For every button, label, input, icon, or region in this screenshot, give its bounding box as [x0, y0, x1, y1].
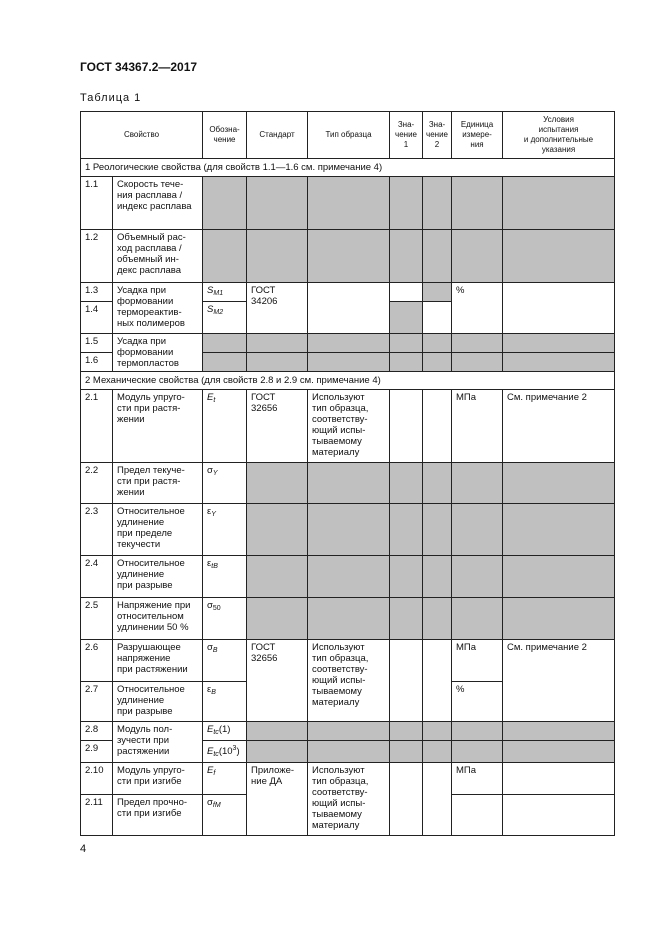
table-row [81, 334, 615, 353]
symbol-subscript: B [212, 647, 218, 654]
shaded-cell [423, 556, 452, 598]
symbol-subscript: f [213, 770, 216, 777]
symbol-main: ε [207, 558, 212, 569]
value-1-cell [390, 390, 423, 463]
symbol-tail: (10 [218, 746, 233, 757]
symbol-subscript: tB [211, 563, 218, 570]
symbol-subscript: tc [213, 751, 219, 758]
shaded-cell [423, 353, 452, 372]
shaded-cell [308, 598, 390, 640]
symbol-cell [203, 283, 247, 302]
shaded-cell [247, 504, 308, 556]
row-number: 2.9 [81, 741, 113, 763]
property-cell: Относительное удлинение при пределе текучести [113, 504, 203, 556]
table-row [81, 283, 615, 302]
symbol-cell [203, 390, 247, 463]
symbol-main: ε [207, 684, 212, 695]
value-1-cell [390, 763, 423, 836]
shaded-cell [247, 230, 308, 283]
shaded-cell [452, 722, 503, 741]
standard-cell: ГОСТ 32656 [247, 640, 308, 722]
shaded-cell [390, 722, 423, 741]
shaded-cell [423, 722, 452, 741]
conditions-cell: См. примечание 2 [503, 640, 615, 722]
property-cell: Объемный рас- ход расплава / объемный ин- декс расплава [113, 230, 203, 283]
shaded-cell [390, 463, 423, 504]
unit-cell: % [452, 283, 503, 334]
row-number: 2.7 [81, 682, 113, 722]
shaded-cell [390, 177, 423, 230]
specimen-type-cell [308, 283, 390, 334]
conditions-cell [503, 795, 615, 836]
row-number: 1.2 [81, 230, 113, 283]
value-1-cell [390, 283, 423, 302]
shaded-cell [452, 177, 503, 230]
conditions-cell: См. примечание 2 [503, 390, 615, 463]
row-number: 2.6 [81, 640, 113, 682]
symbol-main: E [207, 392, 214, 403]
symbol-main: ε [207, 506, 212, 517]
symbol-subscript: 50 [212, 605, 221, 612]
shaded-cell [247, 463, 308, 504]
shaded-cell [452, 353, 503, 372]
row-number: 2.4 [81, 556, 113, 598]
col-header-conditions: Условия испытания и дополнительные указания [503, 112, 615, 159]
row-number: 2.5 [81, 598, 113, 640]
col-header-value-1: Зна- чение 1 [390, 112, 423, 159]
shaded-cell [452, 741, 503, 763]
unit-cell: % [452, 682, 503, 722]
conditions-cell [503, 283, 615, 334]
property-cell: Относительное удлинение при разрыве [113, 682, 203, 722]
row-number: 1.6 [81, 353, 113, 372]
standard-cell: ГОСТ 32656 [247, 390, 308, 463]
symbol-cell [203, 682, 247, 722]
shaded-cell [203, 334, 247, 353]
row-number: 2.11 [81, 795, 113, 836]
symbol-subscript: Y [211, 511, 216, 518]
section-row [81, 372, 615, 390]
value-2-cell [423, 302, 452, 334]
document-header: ГОСТ 34367.2—2017 [80, 60, 198, 74]
symbol-tail: ) [236, 746, 240, 757]
shaded-cell [503, 504, 615, 556]
table-row [81, 556, 615, 598]
row-number: 2.1 [81, 390, 113, 463]
shaded-cell [423, 463, 452, 504]
table-row [81, 640, 615, 682]
symbol-main: σ [207, 600, 213, 611]
value-2-cell [423, 763, 452, 836]
unit-cell: МПа [452, 640, 503, 682]
shaded-cell [247, 353, 308, 372]
value-1-cell [390, 640, 423, 722]
table-caption: Таблица 1 [80, 92, 142, 104]
shaded-cell [247, 334, 308, 353]
symbol-subscript: Y [212, 470, 218, 477]
row-number: 1.4 [81, 302, 113, 334]
shaded-cell [308, 230, 390, 283]
shaded-cell [308, 177, 390, 230]
specimen-type-cell: Используют тип образца, соответству- ющий испы- тываемому материалу [308, 640, 390, 722]
shaded-cell [503, 353, 615, 372]
shaded-cell [390, 230, 423, 283]
section-title: 2 Механические свойства (для свойств 2.8 и 2.9 см. примечание 4) [81, 372, 615, 390]
symbol-cell [203, 722, 247, 741]
symbol-cell [203, 302, 247, 334]
symbol-subscript: fM [212, 802, 221, 809]
shaded-cell [308, 334, 390, 353]
table-row [81, 598, 615, 640]
symbol-tail: (1) [218, 724, 231, 735]
properties-table [80, 111, 615, 836]
section-title: 1 Реологические свойства (для свойств 1.1—1.6 см. примечание 4) [81, 159, 615, 177]
symbol-main: S [207, 304, 214, 315]
shaded-cell [452, 556, 503, 598]
symbol-main: E [207, 765, 214, 776]
row-number: 2.3 [81, 504, 113, 556]
shaded-cell [390, 353, 423, 372]
shaded-cell [247, 598, 308, 640]
value-2-cell [423, 390, 452, 463]
shaded-cell [503, 463, 615, 504]
shaded-cell [503, 334, 615, 353]
property-cell: Модуль пол- зучести при растяжении [113, 722, 203, 763]
shaded-cell [503, 598, 615, 640]
symbol-main: E [207, 746, 214, 757]
table-header-row [81, 112, 615, 159]
shaded-cell [503, 741, 615, 763]
shaded-cell [423, 230, 452, 283]
symbol-main: σ [207, 465, 213, 476]
col-header-specimen-type: Тип образца [308, 112, 390, 159]
table-row [81, 230, 615, 283]
shaded-cell [503, 230, 615, 283]
table-row [81, 390, 615, 463]
shaded-cell [308, 463, 390, 504]
property-cell: Модуль упруго- сти при изгибе [113, 763, 203, 795]
shaded-cell [503, 722, 615, 741]
shaded-cell [503, 556, 615, 598]
shaded-cell [247, 741, 308, 763]
table-row [81, 722, 615, 741]
row-number: 2.10 [81, 763, 113, 795]
shaded-cell [503, 177, 615, 230]
unit-cell: МПа [452, 390, 503, 463]
shaded-cell [308, 504, 390, 556]
symbol-cell [203, 556, 247, 598]
shaded-cell [423, 504, 452, 556]
shaded-cell [390, 556, 423, 598]
shaded-cell [452, 598, 503, 640]
symbol-subscript: B [211, 689, 216, 696]
specimen-type-cell: Используют тип образца, соответству- ющий испы- тываемому материалу [308, 390, 390, 463]
symbol-cell [203, 741, 247, 763]
symbol-main: E [207, 724, 214, 735]
section-row [81, 159, 615, 177]
shaded-cell [423, 283, 452, 302]
unit-cell [452, 795, 503, 836]
symbol-subscript: tc [213, 729, 219, 736]
shaded-cell [247, 722, 308, 741]
value-2-cell [423, 640, 452, 722]
shaded-cell [423, 177, 452, 230]
specimen-type-cell: Используют тип образца, соответству- ющий испы- тываемому материалу [308, 763, 390, 836]
col-header-property: Свойство [81, 112, 203, 159]
shaded-cell [390, 741, 423, 763]
shaded-cell [423, 598, 452, 640]
symbol-cell [203, 640, 247, 682]
shaded-cell [390, 302, 423, 334]
property-cell: Разрушающее напряжение при растяжении [113, 640, 203, 682]
shaded-cell [247, 177, 308, 230]
table-row [81, 177, 615, 230]
symbol-cell [203, 463, 247, 504]
symbol-main: σ [207, 797, 213, 808]
table-row [81, 463, 615, 504]
property-cell: Усадка при формовании термопластов [113, 334, 203, 372]
conditions-cell [503, 763, 615, 795]
shaded-cell [423, 741, 452, 763]
row-number: 1.5 [81, 334, 113, 353]
table-row [81, 504, 615, 556]
shaded-cell [203, 353, 247, 372]
row-number: 1.1 [81, 177, 113, 230]
standard-cell: ГОСТ 34206 [247, 283, 308, 334]
property-cell: Модуль упруго- сти при растя- жении [113, 390, 203, 463]
property-cell: Относительное удлинение при разрыве [113, 556, 203, 598]
property-cell: Скорость тече- ния расплава / индекс расплава [113, 177, 203, 230]
col-header-unit: Единица измере- ния [452, 112, 503, 159]
shaded-cell [452, 463, 503, 504]
symbol-cell [203, 795, 247, 836]
shaded-cell [452, 230, 503, 283]
shaded-cell [452, 504, 503, 556]
property-cell: Предел текуче- сти при растя- жении [113, 463, 203, 504]
symbol-cell [203, 504, 247, 556]
row-number: 2.8 [81, 722, 113, 741]
col-header-symbol: Обозна- чение [203, 112, 247, 159]
shaded-cell [423, 334, 452, 353]
symbol-superscript: 3 [232, 745, 237, 752]
shaded-cell [203, 177, 247, 230]
shaded-cell [203, 230, 247, 283]
shaded-cell [308, 741, 390, 763]
symbol-subscript: M1 [213, 290, 224, 297]
unit-cell: МПа [452, 763, 503, 795]
shaded-cell [308, 353, 390, 372]
shaded-cell [308, 722, 390, 741]
row-number: 1.3 [81, 283, 113, 302]
table-row [81, 763, 615, 795]
property-cell: Предел прочно- сти при изгибе [113, 795, 203, 836]
page-number: 4 [80, 843, 87, 855]
symbol-cell [203, 763, 247, 795]
symbol-main: σ [207, 642, 213, 653]
symbol-subscript: M2 [213, 309, 224, 316]
shaded-cell [308, 556, 390, 598]
row-number: 2.2 [81, 463, 113, 504]
symbol-main: S [207, 285, 214, 296]
shaded-cell [390, 334, 423, 353]
symbol-cell [203, 598, 247, 640]
col-header-standard: Стандарт [247, 112, 308, 159]
shaded-cell [390, 598, 423, 640]
property-cell: Напряжение при относительном удлинении 50 % [113, 598, 203, 640]
property-cell: Усадка при формовании термореактив- ных полимеров [113, 283, 203, 334]
shaded-cell [390, 504, 423, 556]
symbol-subscript: t [213, 397, 216, 404]
shaded-cell [247, 556, 308, 598]
shaded-cell [452, 334, 503, 353]
col-header-value-2: Зна- чение 2 [423, 112, 452, 159]
standard-cell: Приложе- ние ДА [247, 763, 308, 836]
